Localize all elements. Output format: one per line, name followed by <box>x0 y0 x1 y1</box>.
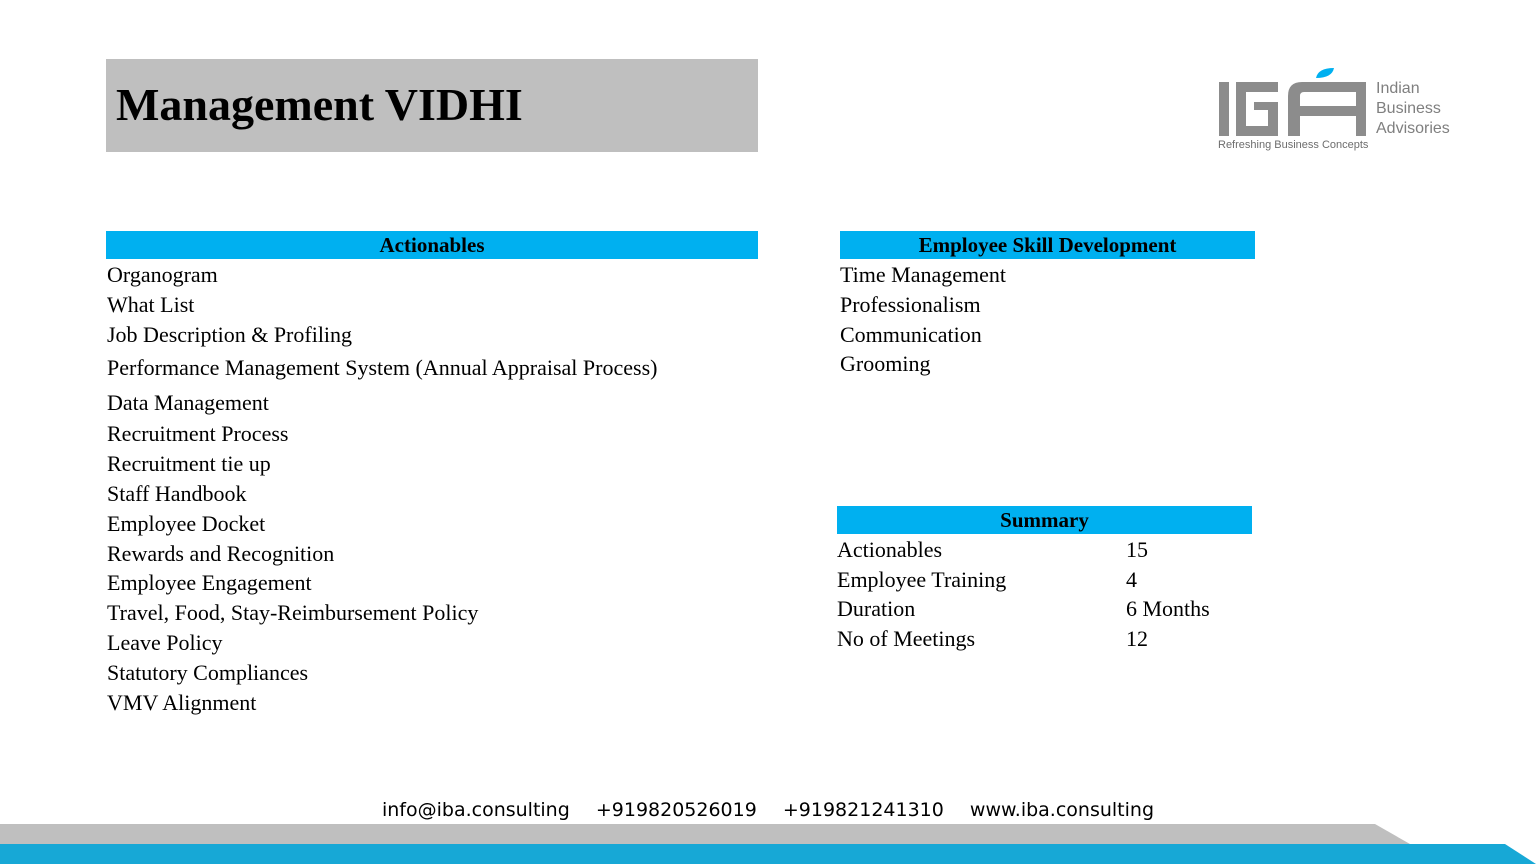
summary-label: Employee Training <box>837 567 1007 592</box>
summary-value: 6 Months <box>1126 596 1210 621</box>
footer-website[interactable]: www.iba.consulting <box>969 799 1155 821</box>
footer-phone-1[interactable]: +919820526019 <box>595 799 757 821</box>
iba-logo <box>1216 66 1456 158</box>
footer-band-gray <box>0 824 1410 844</box>
summary-header: Summary <box>837 506 1252 534</box>
list-item: Recruitment Process <box>107 421 289 447</box>
list-item: Job Description & Profiling <box>107 321 353 347</box>
summary-label: No of Meetings <box>837 626 976 651</box>
summary-label: Duration <box>837 596 916 621</box>
skills-list <box>840 260 1006 379</box>
actionables-header: Actionables <box>106 231 758 259</box>
list-item: Organogram <box>107 262 218 287</box>
list-item: Professionalism <box>840 291 981 317</box>
footer-band <box>0 822 1536 864</box>
list-item: Staff Handbook <box>107 480 247 506</box>
list-item: Communication <box>840 321 982 347</box>
footer-email[interactable]: info@iba.consulting <box>381 799 570 821</box>
list-item: Rewards and Recognition <box>107 540 335 566</box>
logo-tagline: Refreshing Business Concepts <box>1218 139 1369 151</box>
footer-phone-2[interactable]: +919821241310 <box>782 799 944 821</box>
iba-logo-mark <box>1216 66 1371 141</box>
summary-value: 15 <box>1126 537 1148 562</box>
logo-word-business: Business <box>1376 100 1441 117</box>
list-item: Performance Management System (Annual Appraisal Process) <box>107 355 658 381</box>
list-item: Leave Policy <box>107 629 223 655</box>
footer-band-blue <box>0 844 1536 864</box>
footer-contacts <box>0 796 1536 824</box>
actionables-list <box>107 260 657 717</box>
list-item: Recruitment tie up <box>107 451 271 477</box>
summary-label: Actionables <box>837 537 943 562</box>
logo-word-advisories: Advisories <box>1376 120 1450 137</box>
list-item: What List <box>107 291 195 317</box>
page-title: Management VIDHI <box>116 79 523 130</box>
list-item: Statutory Compliances <box>107 659 309 685</box>
list-item: Travel, Food, Stay-Reimbursement Policy <box>107 600 479 626</box>
summary-value: 4 <box>1126 567 1137 592</box>
title-box <box>106 59 758 152</box>
skills-header: Employee Skill Development <box>840 231 1255 259</box>
list-item: Data Management <box>107 390 269 416</box>
logo-words <box>1376 79 1450 139</box>
list-item: Employee Docket <box>107 510 266 536</box>
summary-value: 12 <box>1126 626 1148 651</box>
list-item: Time Management <box>840 262 1006 287</box>
list-item: VMV Alignment <box>107 689 257 715</box>
list-item: Employee Engagement <box>107 570 312 596</box>
logo-word-indian: Indian <box>1376 80 1420 97</box>
list-item: Grooming <box>840 351 931 377</box>
